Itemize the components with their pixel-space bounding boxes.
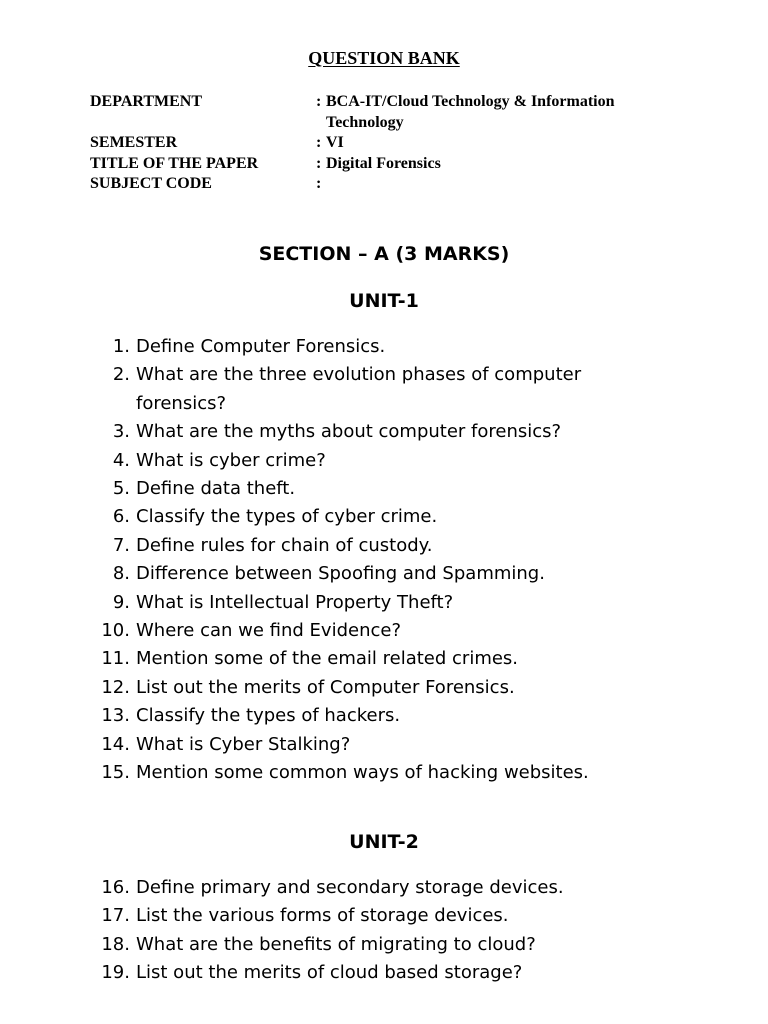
meta-value-wrap — [316, 154, 441, 175]
meta-value-wrap — [316, 174, 326, 195]
unit-2-question-list — [90, 874, 730, 988]
question-number: 2. — [112, 364, 130, 386]
question-number: 4. — [112, 449, 130, 471]
question-text: Where can we find Evidence? — [136, 620, 402, 642]
question-text: Classify the types of hackers. — [136, 705, 401, 727]
question-text: Mention some of the email related crimes. — [136, 648, 519, 670]
question-text: Define rules for chain of custody. — [136, 534, 433, 556]
question-text: What are the three evolution phases of computer forensics? — [136, 364, 582, 414]
paper-details — [90, 92, 710, 195]
question-number: 1. — [112, 336, 130, 357]
meta-row-semester — [90, 133, 710, 154]
question-number: 17. — [101, 905, 130, 927]
question-text: What is Cyber Stalking? — [136, 733, 351, 755]
meta-colon: : — [316, 134, 322, 151]
question-text: Mention some common ways of hacking websites. — [136, 762, 589, 784]
meta-value-wrap — [316, 92, 656, 133]
meta-colon: : — [316, 154, 322, 172]
meta-label: SUBJECT CODE — [90, 175, 212, 192]
question-number: 16. — [101, 877, 130, 898]
question-text: List out the merits of Computer Forensics. — [136, 676, 515, 698]
meta-label: TITLE OF THE PAPER — [90, 154, 259, 172]
question-number: 11. — [101, 648, 130, 670]
meta-value: BCA-IT/Cloud Technology & Information Technology — [326, 93, 615, 131]
question-number: 9. — [112, 591, 130, 613]
question-text: What is Intellectual Property Theft? — [136, 591, 454, 613]
list-item — [90, 645, 730, 673]
meta-value: VI — [326, 134, 344, 151]
list-item — [90, 418, 730, 446]
question-text: What are the benefits of migrating to cloud? — [136, 933, 536, 955]
section-heading: SECTION – A (3 MARKS) — [258, 243, 510, 265]
question-number: 19. — [101, 962, 130, 984]
list-item — [90, 702, 730, 730]
meta-colon: : — [316, 93, 322, 110]
unit-1-question-list — [90, 333, 730, 788]
question-number: 15. — [101, 762, 130, 784]
meta-row-title — [90, 154, 710, 175]
question-text: Classify the types of cyber crime. — [136, 506, 438, 528]
list-item — [90, 361, 730, 418]
question-number: 10. — [101, 620, 130, 642]
question-number: 12. — [101, 676, 130, 698]
question-number: 6. — [112, 506, 130, 528]
document-title: QUESTION BANK — [308, 48, 460, 68]
list-item — [90, 902, 730, 930]
list-item — [90, 874, 730, 902]
question-number: 8. — [112, 563, 130, 585]
question-text: Define data theft. — [136, 478, 296, 500]
list-item — [90, 589, 730, 617]
meta-value-wrap — [316, 133, 344, 154]
meta-label: SEMESTER — [90, 134, 178, 151]
meta-value: Digital Forensics — [326, 154, 441, 172]
list-item — [90, 503, 730, 531]
question-text: Define Computer Forensics. — [136, 336, 386, 357]
list-item — [90, 560, 730, 588]
question-text: What are the myths about computer forensics? — [136, 421, 562, 443]
meta-row-subject-code — [90, 174, 710, 195]
question-number: 7. — [112, 534, 130, 556]
question-text: Difference between Spoofing and Spamming. — [136, 563, 545, 585]
list-item — [90, 931, 730, 959]
question-text: List the various forms of storage devices. — [136, 905, 509, 927]
question-number: 5. — [112, 478, 130, 500]
meta-label: DEPARTMENT — [90, 93, 203, 110]
unit-heading: UNIT-1 — [349, 290, 419, 312]
unit-heading: UNIT-2 — [349, 831, 419, 853]
list-item — [90, 447, 730, 475]
question-text: Define primary and secondary storage devices. — [136, 877, 564, 898]
question-number: 14. — [101, 733, 130, 755]
list-item — [90, 959, 730, 987]
meta-row-department — [90, 92, 710, 133]
list-item — [90, 532, 730, 560]
list-item — [90, 475, 730, 503]
meta-colon: : — [316, 175, 322, 192]
question-text: What is cyber crime? — [136, 449, 326, 471]
list-item — [90, 333, 730, 361]
question-number: 18. — [101, 933, 130, 955]
question-text: List out the merits of cloud based storage? — [136, 962, 523, 984]
list-item — [90, 617, 730, 645]
question-number: 3. — [112, 421, 130, 443]
list-item — [90, 759, 730, 787]
question-number: 13. — [101, 705, 130, 727]
list-item — [90, 731, 730, 759]
list-item — [90, 674, 730, 702]
